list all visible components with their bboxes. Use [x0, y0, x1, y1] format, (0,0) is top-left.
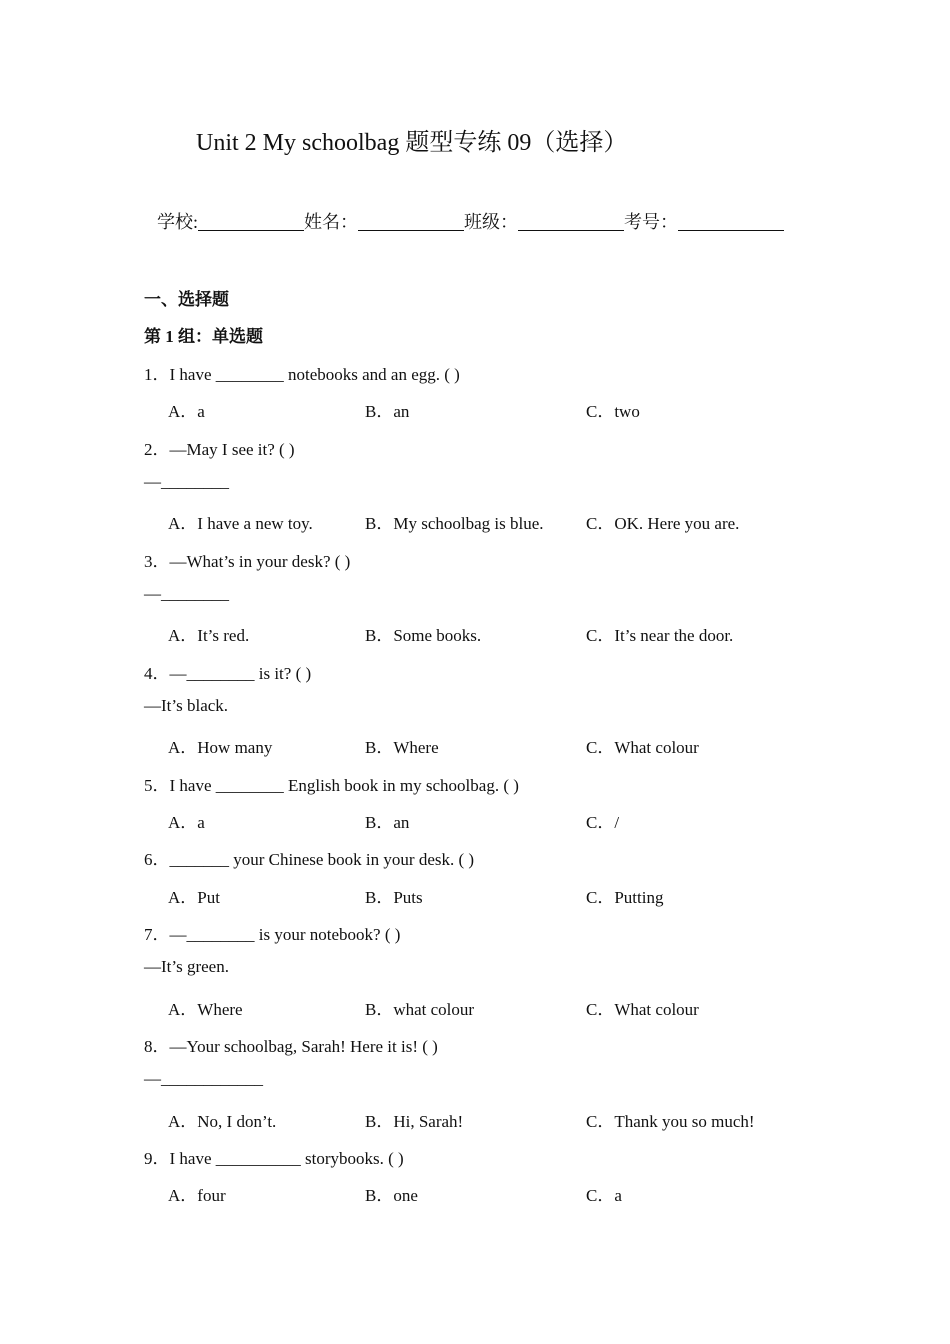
option-b: B．an	[365, 402, 410, 421]
option-c: C．OK. Here you are.	[586, 514, 740, 533]
question-stem: 9．I have __________ storybooks. ( )	[144, 1149, 404, 1168]
option-a: A．It’s red.	[168, 626, 250, 645]
question-stem: 4．—________ is it? ( )	[144, 664, 312, 683]
option-b: B．Where	[365, 738, 439, 757]
option-b: B．what colour	[365, 1000, 475, 1019]
option-b: B．Hi, Sarah!	[365, 1112, 464, 1131]
answer-line: —________	[144, 472, 229, 491]
section-heading: 一、选择题	[144, 290, 229, 309]
answer-line: —____________	[144, 1069, 263, 1088]
class-label: 班级：	[464, 212, 519, 232]
option-a: A．a	[168, 402, 205, 421]
option-c: C．Thank you so much!	[586, 1112, 755, 1131]
option-a: A．Where	[168, 1000, 243, 1019]
option-a: A．No, I don’t.	[168, 1112, 277, 1131]
answer-line: —It’s black.	[144, 696, 229, 715]
school-label: 学校:	[157, 212, 199, 232]
option-b: B．Some books.	[365, 626, 482, 645]
option-b: B．an	[365, 813, 410, 832]
question-stem: 7．—________ is your notebook? ( )	[144, 925, 401, 944]
name-label: 姓名：	[304, 212, 359, 232]
option-a: A．I have a new toy.	[168, 514, 313, 533]
option-c: C．It’s near the door.	[586, 626, 734, 645]
school-blank	[198, 210, 304, 231]
question-stem: 1．I have ________ notebooks and an egg. ( )	[144, 365, 460, 384]
option-a: A．four	[168, 1186, 226, 1205]
question-stem: 2．—May I see it? ( )	[144, 440, 295, 459]
option-c: C．two	[586, 402, 640, 421]
answer-line: —It’s green.	[144, 957, 229, 976]
option-c: C．What colour	[586, 1000, 699, 1019]
option-a: A．a	[168, 813, 205, 832]
option-a: A．How many	[168, 738, 273, 757]
group-heading: 第 1 组：单选题	[144, 327, 263, 346]
option-a: A．Put	[168, 888, 220, 907]
option-b: B．one	[365, 1186, 418, 1205]
question-stem: 5．I have ________ English book in my schoolbag. ( )	[144, 776, 519, 795]
question-stem: 6．_______ your Chinese book in your desk. ( )	[144, 850, 475, 869]
option-b: B．My schoolbag is blue.	[365, 514, 544, 533]
class-blank	[518, 210, 624, 231]
student-info-row	[157, 208, 784, 234]
id-label: 考号：	[624, 212, 679, 232]
option-c: C．Putting	[586, 888, 664, 907]
option-c: C．What colour	[586, 738, 699, 757]
question-stem: 8．—Your schoolbag, Sarah! Here it is! ( )	[144, 1037, 438, 1056]
answer-line: —________	[144, 584, 229, 603]
question-stem: 3．—What’s in your desk? ( )	[144, 552, 351, 571]
option-b: B．Puts	[365, 888, 423, 907]
name-blank	[358, 210, 464, 231]
option-c: C．/	[586, 813, 620, 832]
option-c: C．a	[586, 1186, 622, 1205]
id-blank	[678, 210, 784, 231]
worksheet-title: Unit 2 My schoolbag 题型专练 09（选择）	[196, 130, 628, 156]
